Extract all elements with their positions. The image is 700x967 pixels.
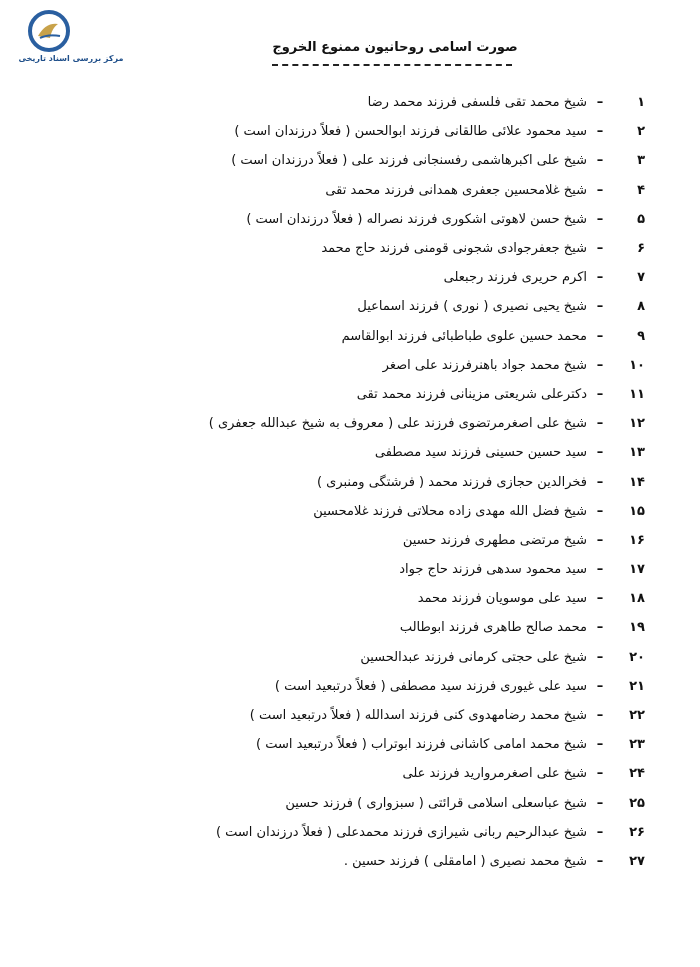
item-dash: – [596,124,604,140]
list-item [150,555,645,584]
item-text: شیخ حسن لاهوتی اشکوری فرزند نصراله ( فعلاً درزندان است ) [246,211,587,227]
item-number: ۲ [637,124,645,140]
item-dash: – [596,357,604,373]
list-item [150,730,645,759]
item-text: شیخ جعفرجوادی شجونی قومنی فرزند حاج محمد [321,241,587,257]
list-item [150,643,645,672]
item-text: محمد صالح طاهری فرزند ابوطالب [399,620,587,636]
item-number: ۱۸ [629,591,645,607]
item-number: ۱۵ [629,503,645,519]
item-dash: – [596,649,604,665]
item-dash: – [596,211,604,227]
item-text: شیخ علی اکبرهاشمی رفسنجانی فرزند علی ( فعلاً درزندان است ) [231,153,587,169]
item-number: ۱۲ [629,416,645,432]
item-dash: – [596,795,604,811]
item-text: سید محمود علائی طالقانی فرزند ابوالحسن ( فعلاً درزندان است ) [234,124,587,140]
item-text: اکرم حریری فرزند رجبعلی [443,270,587,286]
item-text: شیخ محمد جواد باهنرفرزند علی اصغر [382,357,587,373]
item-dash: – [596,591,604,607]
item-dash: – [596,678,604,694]
item-dash: – [596,386,604,402]
item-number: ۳ [637,153,645,169]
item-text: سید علی غیوری فرزند سید مصطفی ( فعلاً درتبعید است ) [274,678,587,694]
item-text: شیخ محمد امامی کاشانی فرزند ابوتراب ( فعلاً درتبعید است ) [256,737,587,753]
list-item [150,789,645,818]
item-text: شیخ علی اصغرمروارید فرزند علی [402,766,587,782]
item-text: سید علی موسویان فرزند محمد [417,591,587,607]
item-number: ۷ [637,270,645,286]
item-text: شیخ مرتضی مطهری فرزند حسین [402,532,587,548]
item-text: محمد حسین علوی طباطبائی فرزند ابوالقاسم [341,328,587,344]
item-dash: – [596,474,604,490]
item-number: ۲۶ [629,824,645,840]
item-text: شیخ عبدالرحیم ربانی شیرازی فرزند محمدعلی ( فعلاً درزندان است ) [215,824,587,840]
list-item [150,146,645,175]
list-item [150,847,645,876]
list-item [150,672,645,701]
list-item [150,497,645,526]
list-item [150,613,645,642]
title-underline [272,64,512,66]
item-dash: – [596,620,604,636]
list-item [150,88,645,117]
item-dash: – [596,328,604,344]
item-dash: – [596,562,604,578]
list-item [150,818,645,847]
item-text: سید حسین حسینی فرزند سید مصطفی [374,445,587,461]
item-text: شیخ یحیی نصیری ( نوری ) فرزند اسماعیل [357,299,587,315]
list-item [150,409,645,438]
item-text: شیخ علی حجتی کرمانی فرزند عبدالحسین [360,649,587,665]
item-dash: – [596,503,604,519]
list-item [150,759,645,788]
item-number: ۱۰ [629,357,645,373]
item-text: شیخ علی اصغرمرتضوی فرزند علی ( معروف به شیخ عبدالله جعفری ) [208,416,587,432]
list-item [150,380,645,409]
archive-emblem-icon [28,10,70,52]
item-number: ۸ [637,299,645,315]
item-number: ۱۴ [629,474,645,490]
list-item [150,351,645,380]
list-item [150,117,645,146]
item-dash: – [596,182,604,198]
list-item [150,292,645,321]
item-dash: – [596,270,604,286]
item-number: ۱۶ [629,532,645,548]
item-dash: – [596,853,604,869]
item-number: ۴ [637,182,645,198]
item-dash: – [596,95,604,111]
list-item [150,322,645,351]
item-dash: – [596,737,604,753]
list-item [150,526,645,555]
item-number: ۵ [637,211,645,227]
archive-logo [12,10,130,72]
list-item [150,176,645,205]
item-number: ۹ [637,328,645,344]
list-item [150,467,645,496]
document-title: صورت اسامی روحانیون ممنوع الخروج [272,40,518,55]
item-text: شیخ محمد تقی فلسفی فرزند محمد رضا [367,95,587,111]
item-text: شیخ عباسعلی اسلامی قرائتی ( سبزواری ) فرزند حسین [285,795,587,811]
item-text: شیخ غلامحسین جعفری همدانی فرزند محمد تقی [325,182,587,198]
item-dash: – [596,532,604,548]
item-text: دکترعلی شریعتی مزینانی فرزند محمد تقی [356,386,587,402]
item-number: ۲۰ [629,649,645,665]
item-dash: – [596,766,604,782]
list-item [150,701,645,730]
item-number: ۲۷ [629,853,645,869]
item-text: شیخ محمد نصیری ( امامقلی ) فرزند حسین . [343,853,587,869]
list-item [150,205,645,234]
item-text: فخرالدین حجازی فرزند محمد ( فرشتگی ومنبری ) [316,474,587,490]
item-dash: – [596,416,604,432]
item-number: ۲۳ [629,737,645,753]
item-text: سید محمود سدهی فرزند حاج جواد [399,562,587,578]
list-item [150,584,645,613]
item-dash: – [596,445,604,461]
item-number: ۲۴ [629,766,645,782]
names-list [150,88,645,876]
list-item [150,438,645,467]
item-number: ۱۱ [629,386,645,402]
item-text: شیخ محمد رضامهدوی کنی فرزند اسدالله ( فعلاً درتبعید است ) [249,708,587,724]
item-text: شیخ فضل الله مهدی زاده محلاتی فرزند غلامحسین [313,503,587,519]
item-dash: – [596,153,604,169]
item-number: ۲۱ [629,678,645,694]
item-number: ۱۹ [629,620,645,636]
list-item [150,234,645,263]
archive-logo-text: مرکز بررسی اسناد تاریخی [18,54,124,63]
item-number: ۲۵ [629,795,645,811]
item-number: ۱۷ [629,562,645,578]
item-number: ۲۲ [629,708,645,724]
item-number: ۶ [637,241,645,257]
item-number: ۱ [637,95,645,111]
item-number: ۱۳ [629,445,645,461]
list-item [150,263,645,292]
item-dash: – [596,824,604,840]
item-dash: – [596,299,604,315]
item-dash: – [596,241,604,257]
item-dash: – [596,708,604,724]
